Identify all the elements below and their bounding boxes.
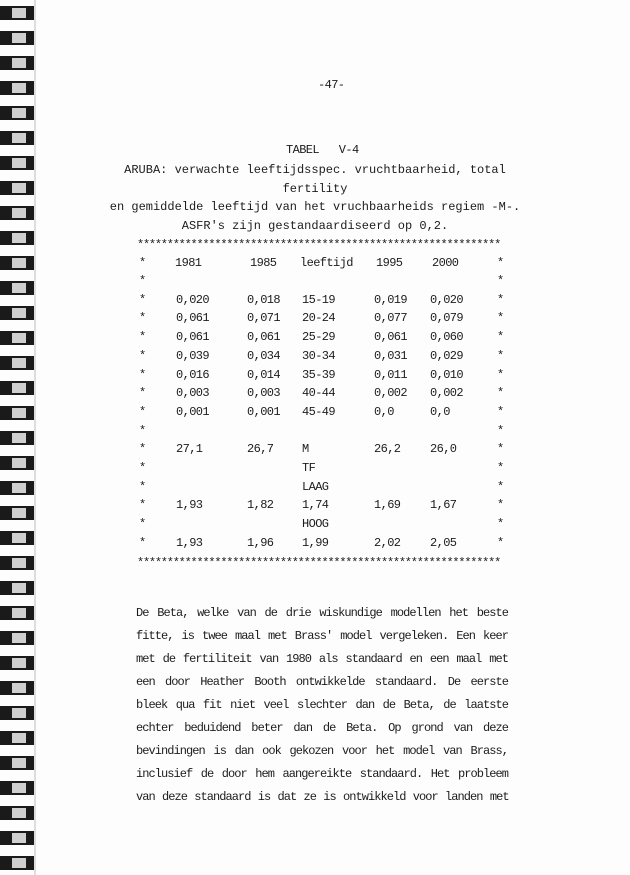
table-cell: TF [302, 461, 316, 475]
table-border-star: * [139, 498, 146, 512]
table-border-star: * [139, 480, 146, 494]
table-row [0, 368, 630, 382]
page-number: -47- [318, 78, 345, 92]
table-cell: 0,060 [430, 330, 464, 344]
table-cell: 1985 [250, 256, 277, 270]
table-cell: 0,077 [374, 311, 408, 325]
paragraph-line: bevindingen is dan ook gekozen voor het model van Brass, [136, 744, 508, 758]
table-cell: 45-49 [302, 405, 336, 419]
table-cell: 0,010 [430, 368, 464, 382]
table-row [0, 461, 630, 475]
table-cell: 0,018 [247, 293, 281, 307]
table-border-star: * [497, 274, 504, 288]
table-cell: 0,039 [176, 349, 210, 363]
table-cell: 0,061 [374, 330, 408, 344]
table-cell: LAAG [302, 480, 329, 494]
table-cell: 1,99 [302, 536, 329, 550]
body-paragraph [136, 602, 508, 809]
table-border-star: * [497, 330, 504, 344]
table-cell: 2,05 [430, 536, 457, 550]
table-cell: 0,061 [176, 311, 210, 325]
table-cell: 26,0 [430, 442, 457, 456]
table-row [0, 386, 630, 400]
table-cell: 30-34 [302, 349, 336, 363]
table-border-star: * [139, 424, 146, 438]
table-border-star: * [139, 330, 146, 344]
table-cell: 0,001 [176, 405, 210, 419]
table-row [0, 517, 630, 531]
table-cell: 0,019 [374, 293, 408, 307]
table-border-star: * [497, 498, 504, 512]
table-cell: 0,002 [374, 386, 408, 400]
table-cell: 0,029 [430, 349, 464, 363]
paragraph-line: De Beta, welke van de drie wiskundige modellen het beste [136, 606, 508, 620]
table-cell: 1,93 [176, 498, 203, 512]
table-border-star: * [139, 442, 146, 456]
table-cell: 27,1 [176, 442, 203, 456]
table-border-star: * [139, 274, 146, 288]
table-cell: 2000 [432, 256, 459, 270]
table-border-star: * [497, 405, 504, 419]
paragraph-line: een door Heather Booth ontwikkelde standaard. De eerste [136, 675, 508, 689]
table-caption-line: en gemiddelde leeftijd van het vruchbaarheids regiem -M-. [109, 200, 521, 214]
table-cell: 0,061 [176, 330, 210, 344]
paragraph-line: van deze standaard is dat ze is ontwikkeld voor landen met [136, 790, 509, 804]
table-cell: 1981 [175, 256, 202, 270]
table-border-star: * [139, 536, 146, 550]
table-row [0, 424, 630, 438]
table-border-top: ************************************************************* [137, 238, 501, 252]
table-border-star: * [497, 368, 504, 382]
table-cell: 0,0 [430, 405, 450, 419]
table-border-star: * [139, 293, 146, 307]
table-cell: 0,020 [176, 293, 210, 307]
table-cell: 1,74 [302, 498, 329, 512]
table-row [0, 330, 630, 344]
table-caption-line: fertility [282, 182, 348, 196]
table-cell: 0,001 [247, 405, 281, 419]
table-border-star: * [139, 256, 146, 270]
table-cell: 0,031 [374, 349, 408, 363]
paragraph-line: echter beduidend beter dan de Beta. Op grond van deze [136, 721, 508, 735]
table-border-star: * [139, 386, 146, 400]
table-cell: 1,96 [247, 536, 274, 550]
table-border-bottom: ************************************************************* [137, 556, 501, 570]
table-cell: 0,003 [247, 386, 281, 400]
table-border-star: * [497, 293, 504, 307]
table-cell: 20-24 [302, 311, 336, 325]
table-caption-line: ASFR's zijn gestandaardiseerd op 0,2. [181, 219, 449, 233]
table-cell: 1,67 [430, 498, 457, 512]
table-cell: 1,69 [374, 498, 401, 512]
table-border-star: * [139, 311, 146, 325]
table-caption-line: ARUBA: verwachte leeftijdsspec. vruchtbaarheid, total [124, 163, 506, 177]
table-cell: 0,014 [247, 368, 281, 382]
table-border-star: * [497, 311, 504, 325]
table-cell: 26,2 [374, 442, 401, 456]
table-border-star: * [139, 349, 146, 363]
table-cell: 0,016 [176, 368, 210, 382]
table-row [0, 405, 630, 419]
table-title: TABEL V-4 [286, 143, 359, 157]
table-border-star: * [139, 368, 146, 382]
table-cell: 0,0 [374, 405, 394, 419]
table-cell: 0,079 [430, 311, 464, 325]
table-border-star: * [497, 442, 504, 456]
table-border-star: * [497, 517, 504, 531]
table-cell: M [302, 442, 309, 456]
table-border-star: * [497, 349, 504, 363]
table-cell: 1995 [376, 256, 403, 270]
table-row [0, 536, 630, 550]
table-row [0, 293, 630, 307]
paragraph-line: fitte, is twee maal met Brass' model vergeleken. Een keer [136, 629, 508, 643]
table-border-star: * [139, 405, 146, 419]
table-row [0, 311, 630, 325]
table-border-star: * [139, 517, 146, 531]
table-cell: HOOG [302, 517, 329, 531]
table-cell: 1,93 [176, 536, 203, 550]
table-cell: 40-44 [302, 386, 336, 400]
table-row [0, 274, 630, 288]
table-cell: 0,071 [247, 311, 281, 325]
table-border-star: * [497, 536, 504, 550]
paragraph-line: bleek qua fit niet veel slechter dan de Beta, de laatste [136, 698, 508, 712]
table-row [0, 442, 630, 456]
table-cell: 2,02 [374, 536, 401, 550]
table-cell: 1,82 [247, 498, 274, 512]
table-cell: 0,061 [247, 330, 281, 344]
table-cell: 25-29 [302, 330, 336, 344]
table-row [0, 498, 630, 512]
table-border-star: * [497, 386, 504, 400]
table-cell: 0,003 [176, 386, 210, 400]
table-cell: 15-19 [302, 293, 336, 307]
table-cell: 26,7 [247, 442, 274, 456]
table-border-star: * [497, 424, 504, 438]
table-row [0, 349, 630, 363]
table-border-star: * [497, 461, 504, 475]
table-cell: 0,034 [247, 349, 281, 363]
table-cell: 0,011 [374, 368, 408, 382]
table-cell: 0,020 [430, 293, 464, 307]
table-cell: 0,002 [430, 386, 464, 400]
table-border-star: * [497, 480, 504, 494]
table-row [0, 480, 630, 494]
table-header-row [0, 256, 630, 270]
table-cell: leeftijd [300, 256, 353, 270]
table-cell: 35-39 [302, 368, 336, 382]
paragraph-line: met de fertiliteit van 1980 als standaard en een maal met [136, 652, 508, 666]
table-border-star: * [497, 256, 504, 270]
paragraph-line: inclusief de door hem aangereikte standaard. Het probleem [136, 767, 508, 781]
table-border-star: * [139, 461, 146, 475]
